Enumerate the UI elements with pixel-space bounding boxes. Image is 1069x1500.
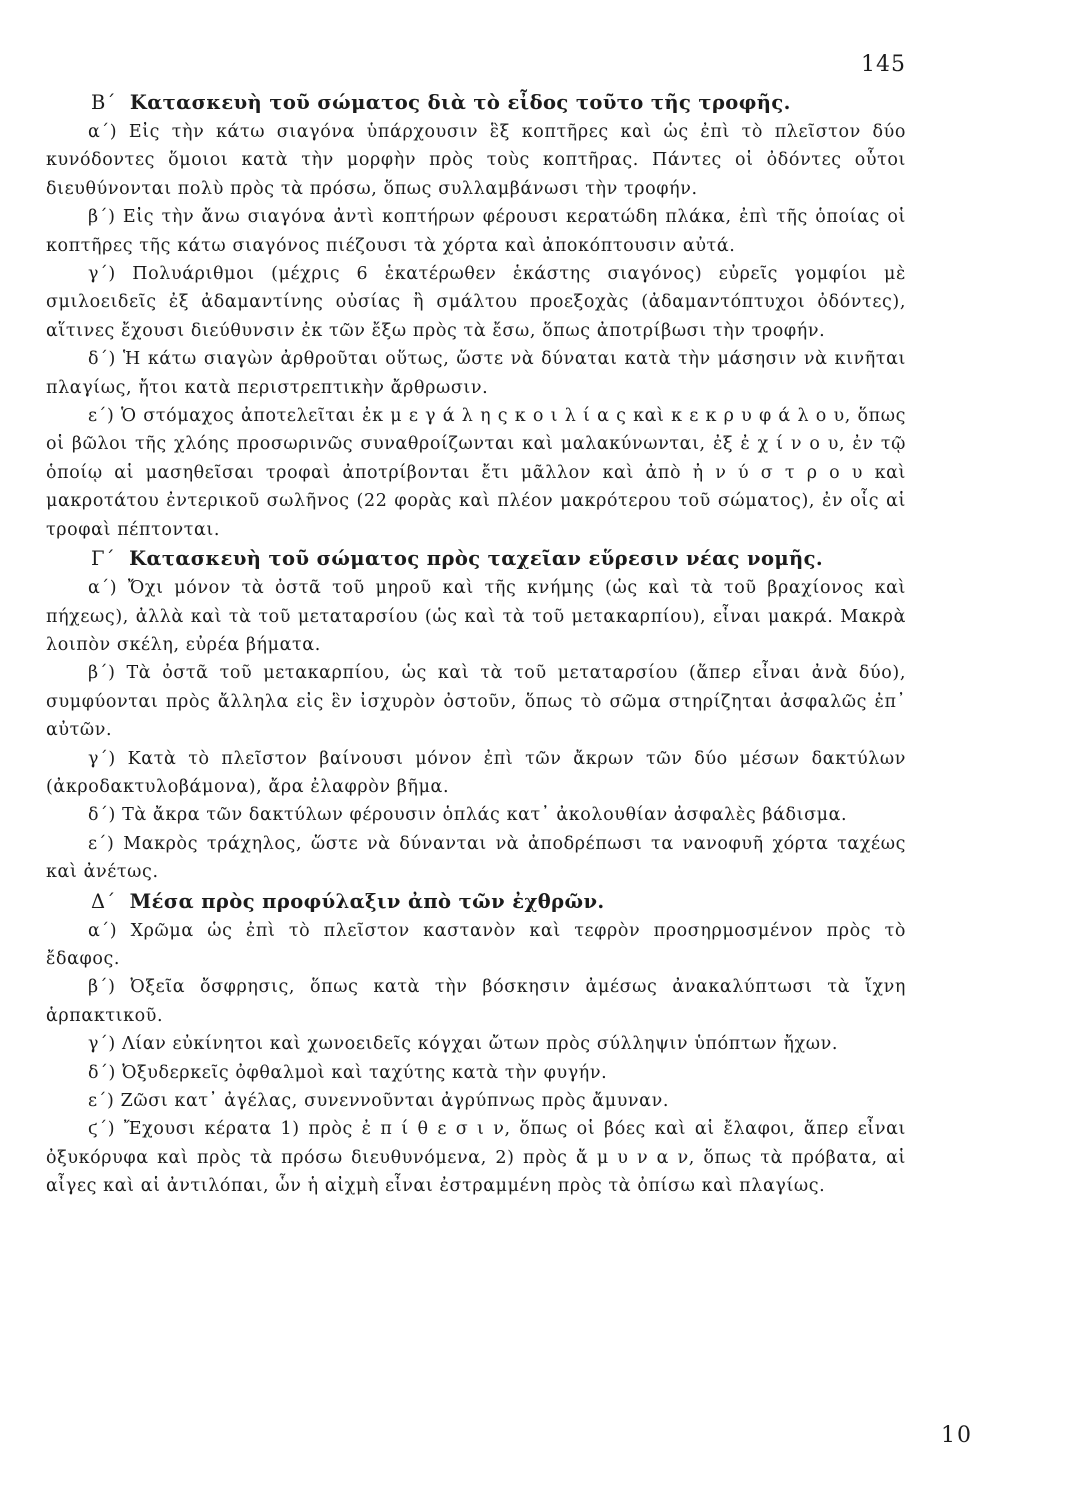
- signature-mark: 10: [941, 1423, 973, 1448]
- section-title: Μέσα πρὸς προφύλαξιν ἀπὸ τῶν ἐχθρῶν.: [129, 889, 605, 913]
- paragraph: β΄) Τὰ ὀστᾶ τοῦ μετακαρπίου, ὡς καὶ τὰ τοῦ μεταταρσίου (ἅπερ εἶναι ἀνὰ δύο), συμφύονται πρὸς ἄλληλα εἰς ἓν ἰσχυρὸν ὀστοῦν, ὅπως τὸ σῶμα στηρίζηται ἀσφαλῶς ἐπ᾽ αὐτῶν.: [46, 663, 906, 741]
- section-number: Β΄: [91, 91, 116, 114]
- section-heading: [91, 544, 906, 574]
- paragraph: δ΄) Τὰ ἄκρα τῶν δακτύλων φέρουσιν ὁπλάς κατ᾽ ἀκολουθίαν ἀσφαλὲς βάδισμα.: [88, 805, 848, 826]
- section-number: Γ΄: [91, 547, 116, 571]
- paragraph: γ΄) Λίαν εὐκίνητοι καὶ χωνοειδεῖς κόγχαι ὤτων πρὸς σύλληψιν ὑπόπτων ἤχων.: [88, 1034, 838, 1055]
- paragraph: ϛ΄) Ἔχουσι κέρατα 1) πρὸς ἐ π ί θ ε σ ι ν, ὅπως οἱ βόες καὶ αἱ ἔλαφοι, ἅπερ εἶναι ὀξυκόρυφα καὶ πρὸς τὰ πρόσω διευθυνόμενα, 2) πρὸς ἄ μ υ ν α ν, ὅπως τὰ πρόβατα, αἱ αἶγες καὶ αἱ ἀντιλόπαι, ὧν ἡ αἰχμὴ εἶναι ἐστραμμένη πρὸς τὰ ὀπίσω καὶ πλαγίως.: [46, 1119, 906, 1197]
- paragraph: α΄) Εἰς τὴν κάτω σιαγόνα ὑπάρχουσιν ἓξ κοπτῆρες καὶ ὡς ἐπὶ τὸ πλεῖστον δύο κυνόδοντες ὅμοιοι κατὰ τὴν μορφὴν πρὸς τοὺς κοπτῆρας. Πάντες οἱ ὀδόντες οὗτοι διευθύνονται πολὺ πρὸς τὰ πρόσω, ὅπως συλλαμβάνωσι τὴν τροφήν.: [46, 122, 906, 199]
- section-number: Δ΄: [91, 889, 116, 913]
- section-heading: [91, 887, 906, 917]
- paragraph: γ΄) Κατὰ τὸ πλεῖστον βαίνουσι μόνον ἐπὶ τῶν ἄκρων τῶν δύο μέσων δακτύλων (ἀκροδακτυλοβάμονα), ἄρα ἐλαφρὸν βῆμα.: [46, 748, 906, 797]
- section-heading: [91, 88, 906, 118]
- page-number: 145: [861, 52, 906, 77]
- section-title: Κατασκευὴ τοῦ σώματος πρὸς ταχεῖαν εὕρεσιν νέας νομῆς.: [129, 547, 824, 571]
- page-content: [46, 88, 906, 1201]
- paragraph: ε΄) Ζῶσι κατ᾽ ἀγέλας, συνεννοῦνται ἀγρύπνως πρὸς ἄμυναν.: [88, 1091, 669, 1111]
- book-page: [46, 40, 906, 1470]
- paragraph: γ΄) Πολυάριθμοι (μέχρις 6 ἑκατέρωθεν ἑκάστης σιαγόνος) εὐρεῖς γομφίοι μὲ σμιλοειδεῖς ἐξ ἀδαμαντίνης οὐσίας ἢ σμάλτου προεξοχὰς (ἀδαμαντόπτυχοι ὀδόντες), αἵτινες ἔχουσι διεύθυνσιν ἐκ τῶν ἔξω πρὸς τὰ ἔσω, ὅπως ἀποτρίβωσι τὴν τροφήν.: [46, 264, 906, 341]
- paragraph: δ΄) Ὀξυδερκεῖς ὀφθαλμοὶ καὶ ταχύτης κατὰ τὴν φυγήν.: [88, 1062, 608, 1083]
- paragraph: ε΄) Μακρὸς τράχηλος, ὥστε νὰ δύνανται νὰ ἀποδρέπωσι τα νανοφυῆ χόρτα ταχέως καὶ ἀνέτως.: [46, 833, 906, 883]
- paragraph: ε΄) Ὁ στόμαχος ἀποτελεῖται ἐκ μ ε γ ά λ η ς κ ο ι λ ί α ς καὶ κ ε κ ρ υ φ ά λ ο υ, ὅπως οἱ βῶλοι τῆς χλόης προσωρινῶς συναθροίζωνται καὶ μαλακύνωνται, ἐξ ἐ χ ί ν ο υ, ἐν τῷ ὁποίῳ αἱ μασηθεῖσαι τροφαὶ ἀποτρίβονται ἔτι μᾶλλον καὶ ἀπὸ ἠ ν ύ σ τ ρ ο υ καὶ μακροτάτου ἐντερικοῦ σωλῆνος (22 φορὰς καὶ πλέον μακρότερου τοῦ σώματος), ἐν οἷς αἱ τροφαὶ πέπτονται.: [46, 406, 906, 540]
- paragraph: α΄) Ὄχι μόνον τὰ ὀστᾶ τοῦ μηροῦ καὶ τῆς κνήμης (ὡς καὶ τὰ τοῦ βραχίονος καὶ πήχεως), ἀλλὰ καὶ τὰ τοῦ μεταταρσίου (ὡς καὶ τὰ τοῦ μετακαρπίου), εἶναι μακρά. Μακρὰ λοιπὸν σκέλη, εὐρέα βήματα.: [46, 578, 906, 655]
- paragraph: α΄) Χρῶμα ὡς ἐπὶ τὸ πλεῖστον καστανὸν καὶ τεφρὸν προσηρμοσμένον πρὸς τὸ ἔδαφος.: [46, 920, 906, 969]
- paragraph: β΄) Εἰς τὴν ἄνω σιαγόνα ἀντὶ κοπτήρων φέρουσι κερατώδη πλάκα, ἐπὶ τῆς ὁποίας οἱ κοπτῆρες τῆς κάτω σιαγόνος πιέζουσι τὰ χόρτα καὶ ἀποκόπτουσιν αὐτά.: [46, 207, 906, 256]
- paragraph: β΄) Ὀξεῖα ὄσφρησις, ὅπως κατὰ τὴν βόσκησιν ἀμέσως ἀνακαλύπτωσι τὰ ἴχνη ἁρπακτικοῦ.: [46, 977, 906, 1026]
- paragraph: δ΄) Ἡ κάτω σιαγὼν ἀρθροῦται οὕτως, ὥστε νὰ δύναται κατὰ τὴν μάσησιν νὰ κινῆται πλαγίως, ἤτοι κατὰ περιστρεπτικὴν ἄρθρωσιν.: [46, 349, 906, 398]
- section-title: Κατασκευὴ τοῦ σώματος διὰ τὸ εἶδος τοῦτο τῆς τροφῆς.: [129, 91, 791, 114]
